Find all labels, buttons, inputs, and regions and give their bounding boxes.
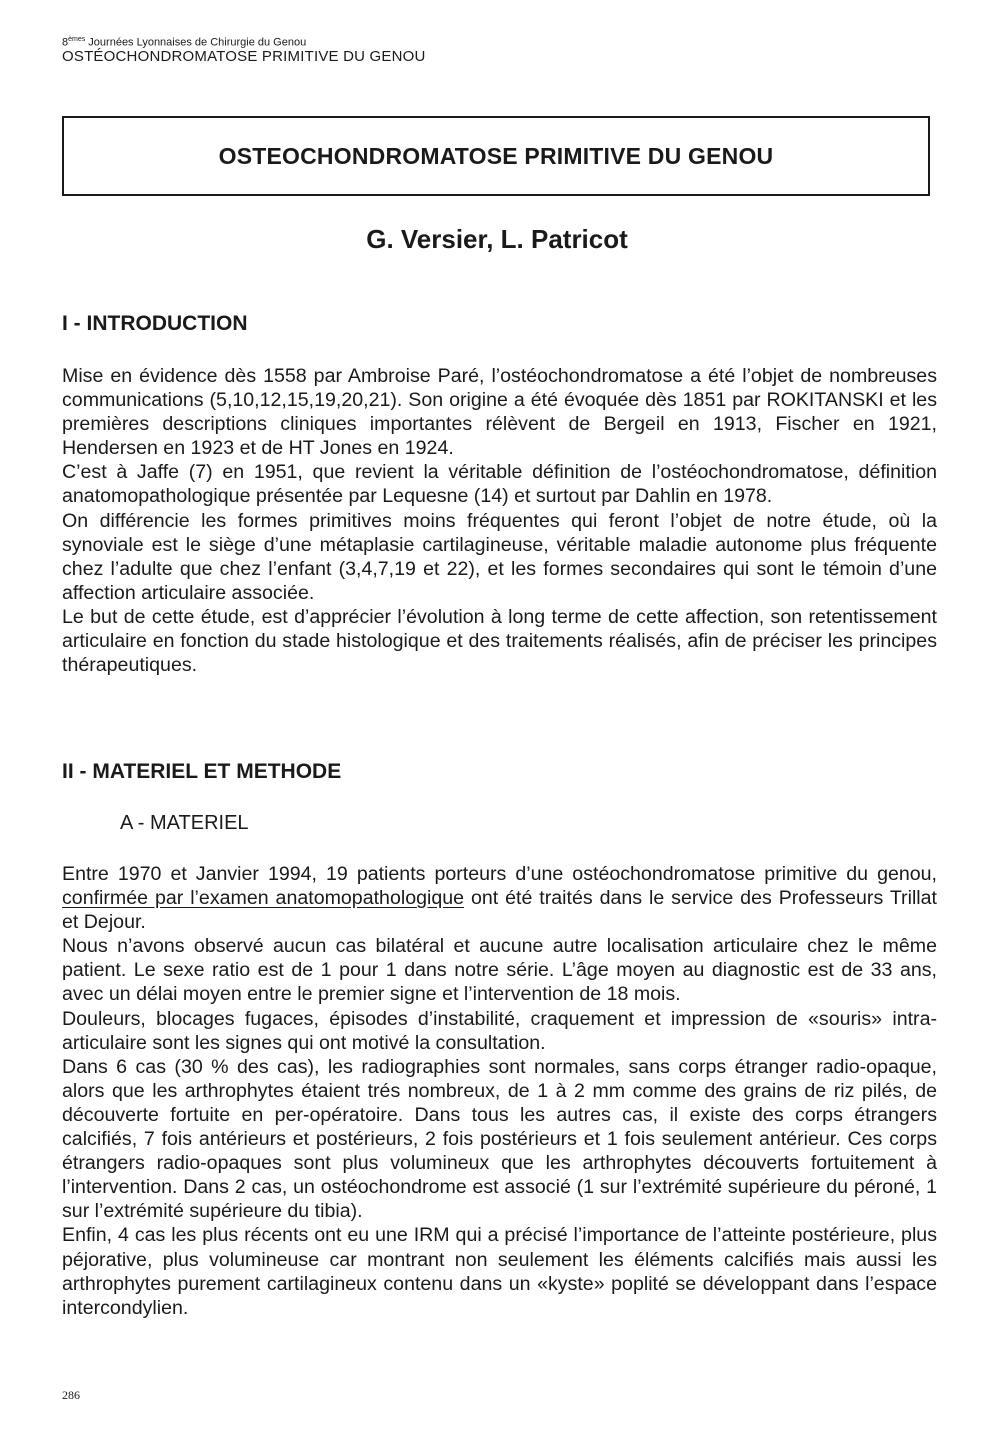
paragraph: Dans 6 cas (30 % des cas), les radiographies sont normales, sans corps étranger radio-opaque, alors que les arthrophytes étaient trés nombreux, de 1 à 2 mm comme des grains de riz pilés, de découverte fortuite en per-opératoire. Dans tous les autres cas, il existe des corps étrangers calcifiés, 7 fois antérieurs et postérieurs, 2 fois postérieurs et 1 fois seulement antérieur. Ces corps étrangers radio-opaques sont plus volumineux que les arthrophytes découverts fortuitement à l’intervention. Dans 2 cas, un ostéochondrome est associé (1 sur l’extrémité supérieure du péroné, 1 sur l’extrémité supérieure du tibia). bbox=[62, 1055, 937, 1223]
paragraph: Enfin, 4 cas les plus récents ont eu une IRM qui a précisé l’importance de l’atteinte postérieure, plus péjorative, plus volumineuse car montrant non seulement les éléments calcifiés mais aussi les arthrophytes purement cartilagineux contenu dans un «kyste» poplité se développant dans l’espace intercondylien. bbox=[62, 1224, 937, 1319]
paragraph: On différencie les formes primitives moins fréquentes qui feront l’objet de notre étude, où la synoviale est le siège d’une métaplasie cartilagineuse, véritable maladie autonome plus fréquente chez l’adulte que chez l’enfant (3,4,7,19 et 22), et les formes secondaires qui sont le témoin d’une affection articulaire associée. bbox=[62, 509, 937, 604]
conference-ordinal-suffix: èmes bbox=[68, 36, 86, 43]
conference-name: Journées Lyonnaises de Chirurgie du Genou bbox=[85, 36, 307, 49]
conference-ordinal: 8 bbox=[62, 36, 69, 49]
title-box bbox=[62, 116, 930, 196]
page-number: 286 bbox=[62, 1388, 80, 1402]
paragraph: Mise en évidence dès 1558 par Ambroise Paré, l’ostéochondromatose a été l’objet de nombreuses communications (5,10,12,15,19,20,21). Son origine a été évoquée dès 1851 par ROKITANSKI et les premières descriptions cliniques importantes rélèvent de Bergeil en 1913, Fischer en 1921, Hendersen en 1923 et de HT Jones en 1924. bbox=[62, 365, 937, 460]
paragraph-text: Entre 1970 et Janvier 1994, 19 patients porteurs d’une ostéochondromatose primitive du genou, bbox=[62, 863, 937, 885]
paragraph bbox=[62, 862, 937, 934]
section-heading-introduction: I - INTRODUCTION bbox=[62, 312, 248, 335]
article-title: OSTEOCHONDROMATOSE PRIMITIVE DU GENOU bbox=[218, 142, 774, 169]
introduction-body bbox=[62, 364, 937, 677]
paragraph: Le but de cette étude, est d’apprécier l’évolution à long terme de cette affection, son retentissement articulaire en fonction du stade histologique et des traitements réalisés, afin de préciser les principes thérapeutiques. bbox=[62, 605, 937, 677]
running-title: OSTÉOCHONDROMATOSE PRIMITIVE DU GENOU bbox=[62, 48, 426, 66]
article-authors: G. Versier, L. Patricot bbox=[366, 224, 628, 254]
section-heading-materiel-methode: II - MATERIEL ET METHODE bbox=[62, 760, 342, 783]
materiel-body bbox=[62, 862, 937, 1320]
underlined-phrase: confirmée par l’examen anatomopathologique bbox=[62, 887, 465, 910]
subsection-heading-materiel: A - MATERIEL bbox=[120, 812, 249, 834]
paragraph: Nous n’avons observé aucun cas bilatéral et aucune autre localisation articulaire chez le même patient. Le sexe ratio est de 1 pour 1 dans notre série. L’âge moyen au diagnostic est de 33 ans, avec un délai moyen entre le premier signe et l’intervention de 18 mois. bbox=[62, 935, 937, 1006]
paragraph-text: ont été traités dans le service des Professeurs Trillat et Dejour. bbox=[62, 887, 937, 934]
running-header bbox=[62, 36, 426, 65]
paragraph: C’est à Jaffe (7) en 1951, que revient la véritable définition de l’ostéochondromatose, définition anatomopathologique présentée par Lequesne (14) et surtout par Dahlin en 1978. bbox=[62, 461, 937, 508]
paragraph: Douleurs, blocages fugaces, épisodes d’instabilité, craquement et impression de «souris» intra-articulaire sont les signes qui ont motivé la consultation. bbox=[62, 1007, 937, 1054]
